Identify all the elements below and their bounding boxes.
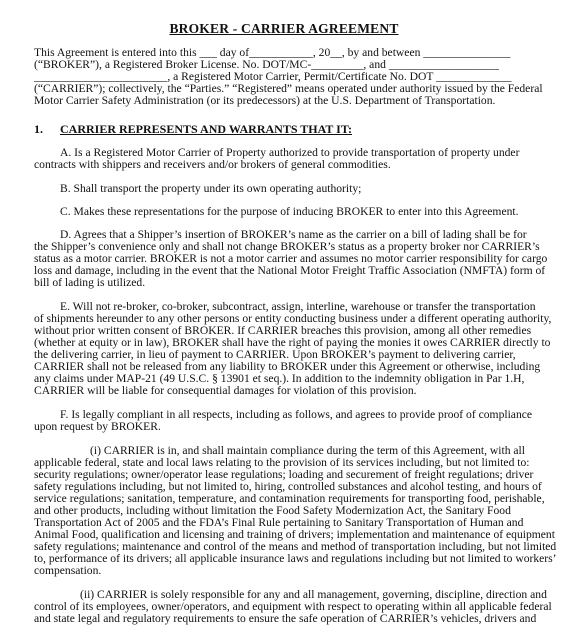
paragraph-f-i-line: and other products, including without limitation the Food Safety Modernization Act, the Sanitary Food [34, 504, 511, 517]
paragraph-a-line: contracts with shippers and receivers and/or brokers of general commodities. [34, 158, 391, 171]
paragraph-f-ii-line: (ii) CARRIER is solely responsible for any and all management, governing, discipline, direction and [80, 588, 547, 601]
paragraph-e-line: CARRIER shall not be released from any liability to BROKER under this Agreement or otherwise, including [34, 360, 541, 373]
paragraph-f-i-line: applicable federal, state and local laws relating to the provision of its services including, but not limited to: [34, 456, 530, 469]
paragraph-f-line: F. Is legally compliant in all respects, including as follows, and agrees to provide proof of compliance [60, 408, 533, 421]
paragraph-f-i-line: Animal Food, qualification and licensing and training of drivers; implementation and maintenance of equipment [34, 528, 555, 541]
section-1-heading: CARRIER REPRESENTS AND WARRANTS THAT IT: [60, 122, 352, 136]
paragraph-a-line: A. Is a Registered Motor Carrier of Property authorized to provide transportation of property under [60, 146, 520, 159]
intro-line: _______________________, a Registered Motor Carrier, Permit/Certificate No. DOT _____________ [34, 70, 512, 83]
paragraph-e-line: E. Will not re-broker, co-broker, subcontract, assign, interline, warehouse or transfer the transportation [60, 300, 536, 313]
paragraph-e-line: without prior written consent of BROKER. If CARRIER breaches this provision, among all other remedies [34, 324, 532, 337]
paragraph-f-i-line: Transportation Act of 2005 and the FDA’s Final Rule pertaining to Sanitary Transportation of Human and [34, 516, 524, 529]
paragraph-f-i-line: (i) CARRIER is in, and shall maintain compliance during the term of this Agreement, with all [90, 444, 526, 457]
document-title: BROKER - CARRIER AGREEMENT [169, 21, 399, 36]
paragraph-e-line: of shipments hereunder to any other persons or entity conducting business under a different operating authority, [34, 312, 552, 325]
paragraph-c-line: C. Makes these representations for the purpose of inducing BROKER to enter into this Agreement. [60, 205, 519, 218]
intro-line: (“CARRIER”); collectively, the “Parties.” “Registered” means operated under authority issued by the Federal [34, 82, 543, 95]
paragraph-e-line: the delivering carrier, in lieu of payment to CARRIER. Upon BROKER’s payment to delivering carrier, [34, 348, 516, 361]
paragraph-f-ii-line: control of its employees, owner/operators, and equipment with respect to operating within all applicable federal [34, 600, 552, 613]
intro-line: Motor Carrier Safety Administration (or its predecessors) at the U.S. Department of Transportation. [34, 94, 496, 107]
paragraph-f-i-line: safety regulations including, but not limited to, hiring, controlled substances and alcohol testing, and hours of [34, 480, 542, 493]
paragraph-e-line: CARRIER will be liable for consequential damages for violation of this provision. [34, 384, 417, 397]
intro-line: This Agreement is entered into this ___ day of___________, 20__, by and between _______________ [34, 46, 511, 59]
paragraph-d-line: the Shipper’s convenience only and shall not change BROKER’s status as a property broker nor CARRIER’s [34, 240, 540, 253]
paragraph-d-line: D. Agrees that a Shipper’s insertion of BROKER’s name as the carrier on a bill of lading shall be for [60, 228, 527, 241]
section-1-number: 1. [34, 122, 43, 136]
paragraph-b-line: B. Shall transport the property under its own operating authority; [60, 182, 362, 195]
intro-line: (“BROKER”), a Registered Broker License. No. DOT/MC-_________, and ___________________ [34, 58, 499, 71]
paragraph-d-line: bill of lading is utilized. [34, 276, 146, 289]
paragraph-f-i-line: to, performance of its drivers; all applicable insurance laws and regulations including but not limited to workers’ [34, 552, 557, 565]
paragraph-f-i-line: service regulations; sanitation, temperature, and contamination requirements for transporting food, perishable, [34, 492, 545, 505]
paragraph-f-i-line: compensation. [34, 564, 102, 577]
paragraph-f-i-line: security regulations; owner/operator lease regulations; loading and securement of freight regulations; driver [34, 468, 534, 481]
paragraph-d-line: status as a motor carrier. BROKER is not a motor carrier and assumes no motor carrier responsibility for cargo [34, 252, 548, 265]
paragraph-f-line: upon request by BROKER. [34, 420, 161, 433]
paragraph-e-line: any claims under MAP-21 (49 U.S.C. § 13901 et seq.). In addition to the indemnity obligation in Par 1.H, [34, 372, 525, 385]
paragraph-f-i-line: safety regulations; maintenance and control of the means and method of transportation including, but not limited [34, 540, 557, 553]
paragraph-e-line: (whether at equity or in law), BROKER shall have the right of paying the monies it owes CARRIER directly to [34, 336, 551, 349]
paragraph-f-ii-line: and state legal and regulatory requirements to ensure the safe operation of CARRIER’s vehicles, drivers and [34, 612, 537, 625]
paragraph-d-line: loss and damage, including in the event that the National Motor Freight Traffic Association (NMFTA) form of [34, 264, 546, 277]
